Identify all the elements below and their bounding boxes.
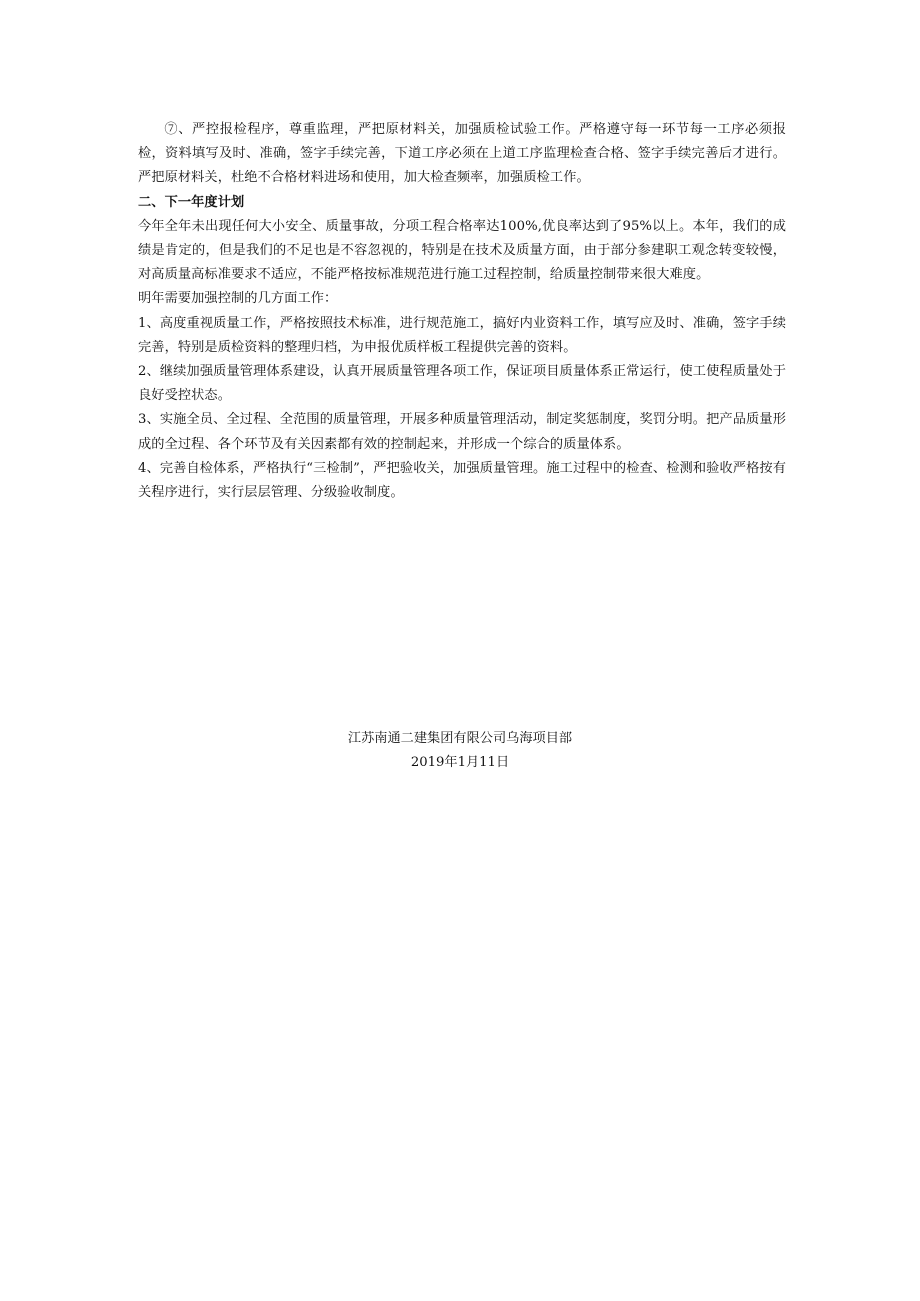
document-body — [138, 118, 786, 505]
list-item-3: 3、实施全员、全过程、全范围的质量管理，开展多种质量管理活动，制定奖惩制度，奖罚分明。把产品质量形成的全过程、各个环节及有关因素都有效的控制起来，并形成一个综合的质量体系。 — [138, 412, 786, 452]
paragraph-item-7: ⑦、严控报检程序，尊重监理，严把原材料关，加强质检试验工作。严格遵守每一环节每一工序必须报检，资料填写及时、准确，签字手续完善，下道工序必须在上道工序监理检查合格、签字手续完善后才进行。严把原材料关，杜绝不合格材料进场和使用，加大检查频率，加强质检工作。 — [138, 122, 786, 186]
paragraph-summary: 今年全年未出现任何大小安全、质量事故，分项工程合格率达100%,优良率达到了95%以上。本年，我们的成绩是肯定的，但是我们的不足也是不容忽视的，特别是在技术及质量方面，由于部分参建职工观念转变较慢，对高质量高标准要求不适应，不能严格按标准规范进行施工过程控制，给质量控制带来很大难度。 — [138, 218, 786, 283]
signature-organization: 江苏南通二建集团有限公司乌海项目部 — [347, 731, 573, 746]
list-item-1: 1、高度重视质量工作，严格按照技术标准，进行规范施工，搞好内业资料工作，填写应及时、准确，签字手续完善，特别是质检资料的整理归档，为申报优质样板工程提供完善的资料。 — [138, 315, 786, 355]
list-item-4: 4、完善自检体系，严格执行“三检制”，严把验收关，加强质量管理。施工过程中的检查、检测和验收严格按有关程序进行，实行层层管理、分级验收制度。 — [138, 460, 786, 501]
paragraph-intro: 明年需要加强控制的几方面工作： — [138, 291, 338, 307]
list-item-2: 2、继续加强质量管理体系建设，认真开展质量管理各项工作，保证项目质量体系正常运行，使工使程质量处于良好受控状态。 — [138, 364, 786, 404]
signature-date: 2019年1月11日 — [410, 755, 510, 770]
section-heading-next-year-plan: 二、下一年度计划 — [138, 194, 245, 210]
